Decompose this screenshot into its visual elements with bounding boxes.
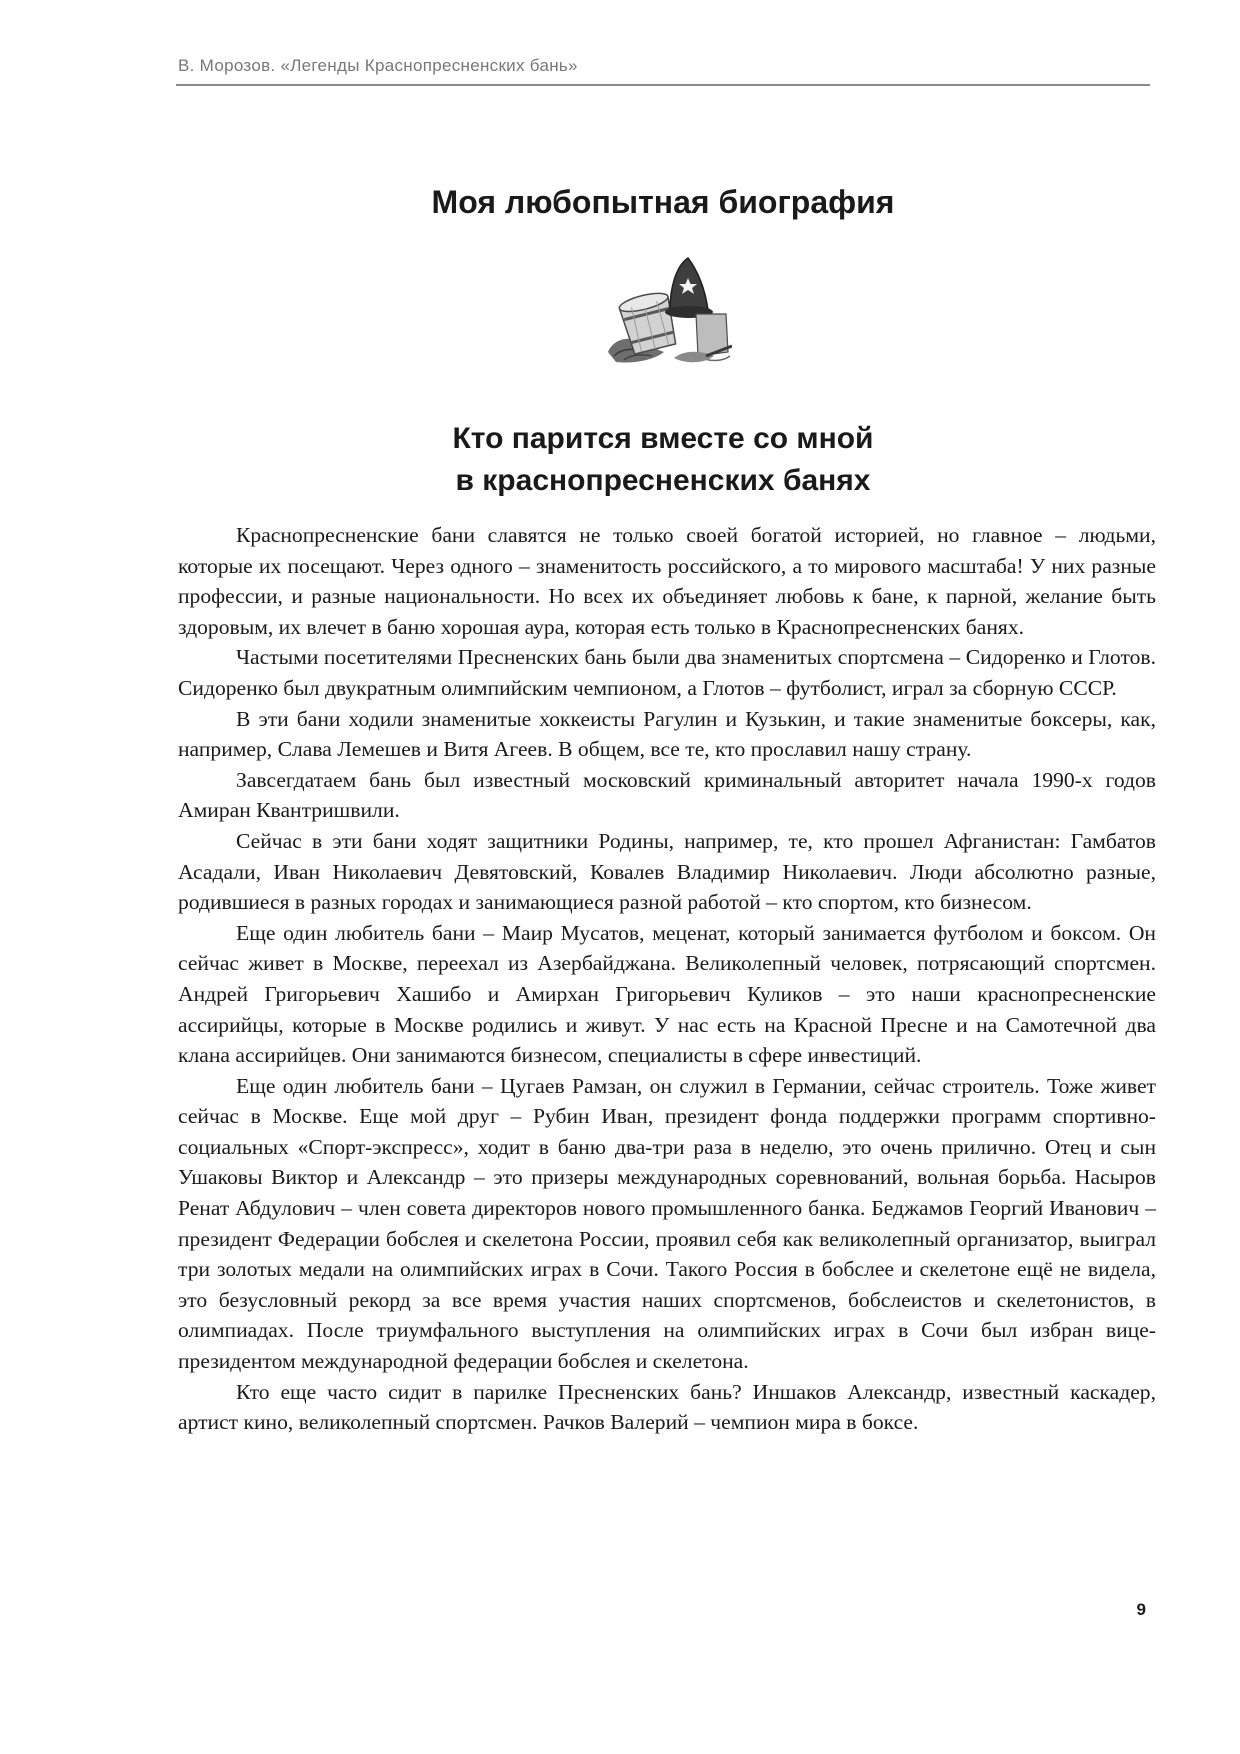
bathhouse-hat-and-bucket-icon xyxy=(604,252,732,368)
header-rule xyxy=(176,84,1150,86)
paragraph: Еще один любитель бани – Цугаев Рамзан, он служил в Германии, сейчас строитель. Тоже живет сейчас в Москве. Еще мой друг – Рубин Иван, президент фонда поддержки программ спортивно-социальных «Спорт-экспресс», ходит в баню два-три раза в неделю, это очень прилично. Отец и сын Ушаковы Виктор и Александр – это призеры международных соревнований, вольная борьба. Насыров Ренат Абдулович – член совета директоров нового промышленного банка. Беджамов Георгий Иванович – президент Федерации бобслея и скелетона России, проявил себя как великолепный организатор, выиграл три золотых медали на олимпийских играх в Сочи. Такого Россия в бобслее и скелетоне ещё не видела, это безусловный рекорд за все время участия наших спортсменов, бобслеистов и скелетонистов, в олимпиадах. После триумфального выступления на олимпийских играх в Сочи был избран вице-президентом международной федерации бобслея и скелетона. xyxy=(178,1073,1156,1374)
chapter-title: Моя любопытная биография xyxy=(431,184,895,220)
page-number: 9 xyxy=(1136,1600,1146,1619)
paragraph: В эти бани ходили знаменитые хоккеисты Рагулин и Кузькин, и такие знаменитые боксеры, как, например, Слава Лемешев и Витя Агеев. В общем, все те, кто прославил нашу страну. xyxy=(178,706,1156,762)
paragraph: Кто еще часто сидит в парилке Пресненских бань? Иншаков Александр, известный каскадер, артист кино, великолепный спортсмен. Рачков Валерий – чемпион мира в боксе. xyxy=(178,1379,1156,1435)
paragraph: Еще один любитель бани – Маир Мусатов, меценат, который занимается футболом и боксом. Он сейчас живет в Москве, переехал из Азербайджана. Великолепный человек, потрясающий спортсмен. Андрей Григорьевич Хашибо и Амирхан Григорьевич Куликов – это наши краснопресненские ассирийцы, которые в Москве родились и живут. У нас есть на Красной Пресне и на Самотечной два клана ассирийцев. Они занимаются бизнесом, специалисты в сфере инвестиций. xyxy=(178,920,1156,1068)
section-title-line-2: в краснопресненских банях xyxy=(455,464,871,497)
paragraph: Завсегдатаем бань был известный московский криминальный авторитет начала 1990-х годов Амиран Квантришвили. xyxy=(178,767,1156,823)
paragraph: Частыми посетителями Пресненских бань были два знаменитых спортсмена – Сидоренко и Глотов. Сидоренко был двукратным олимпийским чемпионом, а Глотов – футболист, играл за сборную СССР. xyxy=(178,645,1156,700)
paragraph: Краснопресненские бани славятся не только своей богатой историей, но главное – людьми, которые их посещают. Через одного – знаменитость российского, а то мирового масштаба! У них разные профессии, и разные национальности. Но всех их объединяет любовь к бане, к парной, желание быть здоровым, их влечет в баню хорошая аура, которая есть только в Краснопресненских банях. xyxy=(178,523,1156,639)
running-header: В. Морозов. «Легенды Краснопресненских бань» xyxy=(178,56,578,75)
paragraph: Сейчас в эти бани ходят защитники Родины, например, те, кто прошел Афганистан: Гамбатов Асадали, Иван Николаевич Девятовский, Ковалев Владимир Николаевич. Люди абсолютно разные, родившиеся в разных городах и занимающиеся разной работой – кто спортом, кто бизнесом. xyxy=(178,828,1156,915)
body-text xyxy=(178,520,1156,1438)
section-title xyxy=(176,418,1150,502)
section-title-line-1: Кто парится вместе со мной xyxy=(452,422,874,455)
